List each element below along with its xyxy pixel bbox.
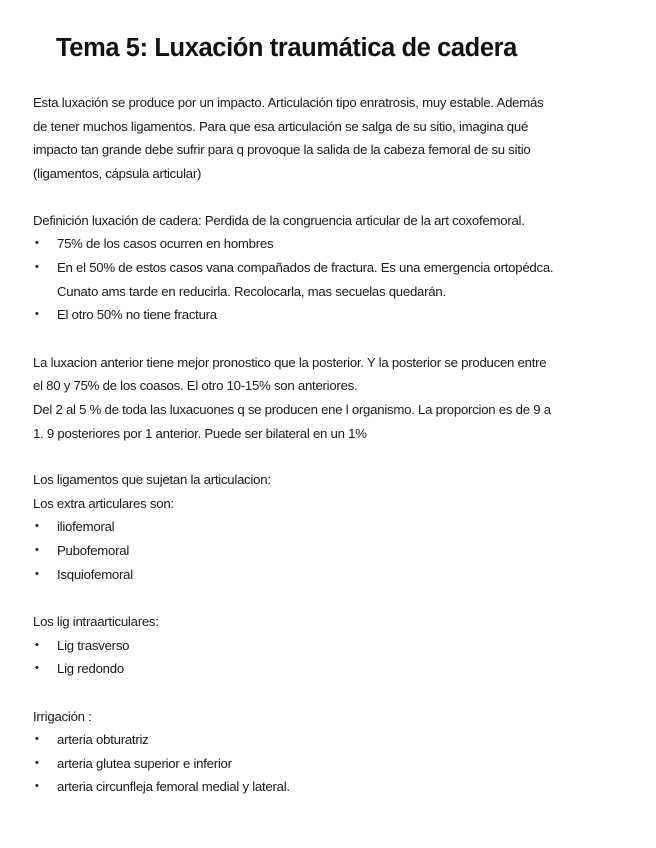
irrigation-item: arteria circunfleja femoral medial y lateral. <box>57 779 290 794</box>
bullet-marker: • <box>35 757 39 769</box>
definition-bullet: 75% de los casos ocurren en hombres <box>57 236 274 251</box>
intro-line: impacto tan grande debe sufrir para q provoque la salida de la cabeza femoral de su sitio <box>33 142 531 157</box>
intro-line: (ligamentos, cápsula articular) <box>33 166 202 181</box>
extra-articular-item: Pubofemoral <box>57 543 130 558</box>
bullet-marker: • <box>35 308 39 320</box>
prognosis-line: el 80 y 75% de los coasos. El otro 10-15% son anteriores. <box>33 378 358 393</box>
bullet-marker: • <box>35 520 39 532</box>
definition-text: Definición luxación de cadera: Perdida de la congruencia articular de la art coxofemoral. <box>33 213 525 228</box>
intro-line: de tener muchos ligamentos. Para que esa articulación se salga de su sitio, imagina qué <box>33 119 529 134</box>
bullet-marker: • <box>35 544 39 556</box>
bullet-marker: • <box>35 639 39 651</box>
intro-line: Esta luxación se produce por un impacto. Articulación tipo enratrosis, muy estable. Además <box>33 95 544 110</box>
intra-articular-heading: Los lig intraarticulares: <box>33 614 159 629</box>
irrigation-item: arteria glutea superior e inferior <box>57 756 232 771</box>
prognosis-line: La luxacion anterior tiene mejor pronostico que la posterior. Y la posterior se producen entre <box>33 355 547 370</box>
bullet-marker: • <box>35 237 39 249</box>
extra-articular-item: Isquiofemoral <box>57 567 133 582</box>
prognosis-line: Del 2 al 5 % de toda las luxacuones q se producen ene l organismo. La proporcion es de 9 a <box>33 402 551 417</box>
irrigation-heading: Irrigación : <box>33 709 92 724</box>
definition-bullet-continuation: Cunato ams tarde en reducirla. Recolocarla, mas secuelas quedarán. <box>57 284 446 299</box>
definition-bullet: En el 50% de estos casos vana compañados de fractura. Es una emergencia ortopédca. <box>57 260 554 275</box>
intra-articular-item: Lig trasverso <box>57 638 130 653</box>
extra-articular-heading: Los extra articulares son: <box>33 496 174 511</box>
prognosis-line: 1. 9 posteriores por 1 anterior. Puede ser bilateral en un 1% <box>33 426 367 441</box>
bullet-marker: • <box>35 261 39 273</box>
bullet-marker: • <box>35 662 39 674</box>
extra-articular-item: iliofemoral <box>57 519 115 534</box>
irrigation-item: arteria obturatriz <box>57 732 149 747</box>
bullet-marker: • <box>35 780 39 792</box>
intra-articular-item: Lig redondo <box>57 661 124 676</box>
page-title: Tema 5: Luxación traumática de cadera <box>56 34 517 62</box>
ligaments-heading: Los ligamentos que sujetan la articulacion: <box>33 472 271 487</box>
definition-bullet: El otro 50% no tiene fractura <box>57 307 217 322</box>
bullet-marker: • <box>35 733 39 745</box>
bullet-marker: • <box>35 568 39 580</box>
